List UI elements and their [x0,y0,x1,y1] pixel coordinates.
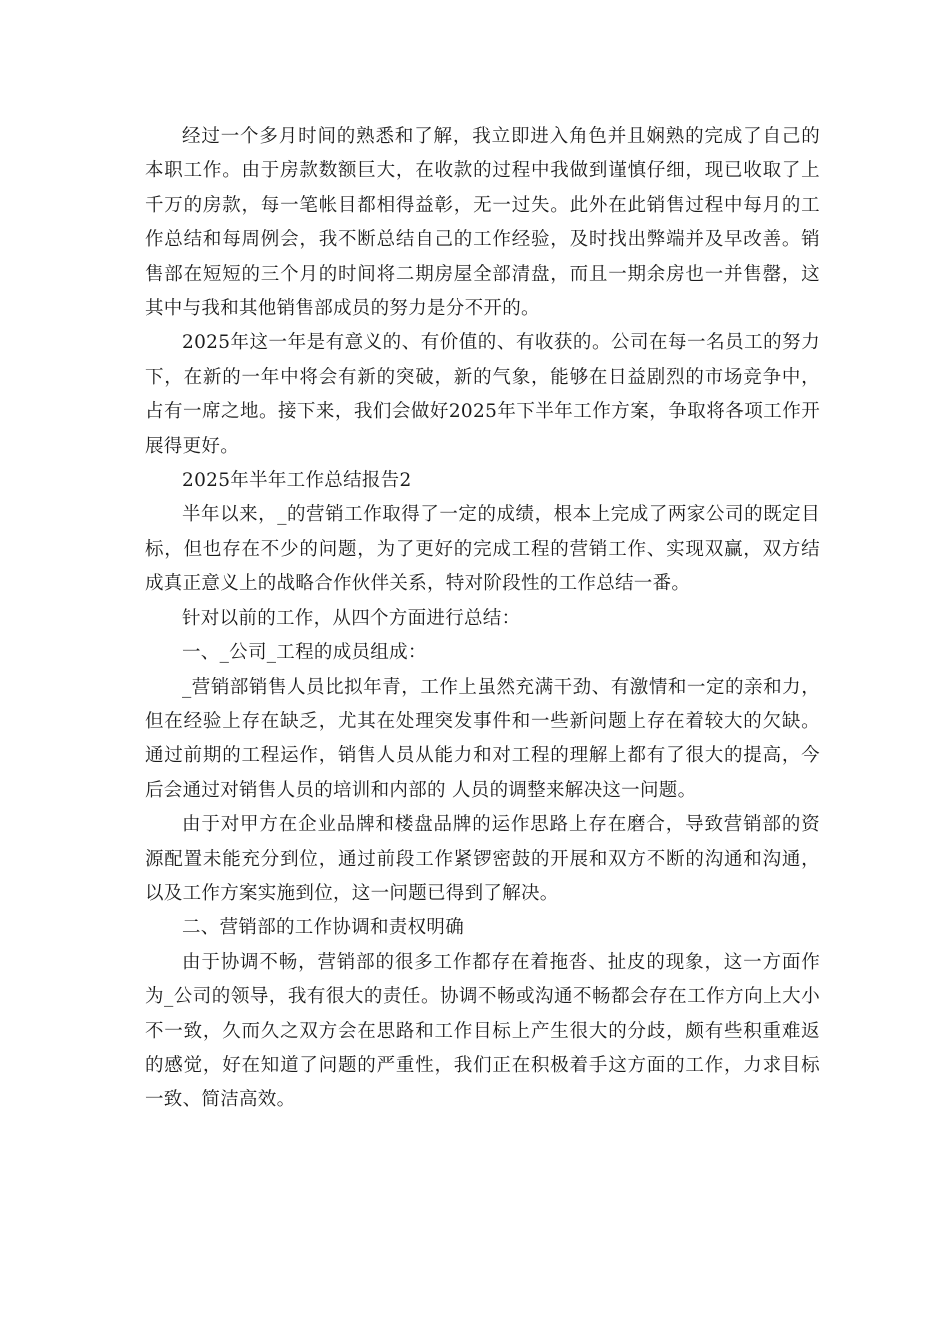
paragraph-half-year-intro: 半年以来，_的营销工作取得了一定的成绩，根本上完成了两家公司的既定目标，但也存在不少的问题，为了更好的完成工程的营销工作、实现双赢，双方结成真正意义上的战略合作伙伴关系，特对阶段性的工作总结一番。 [145,504,820,595]
report-title: 2025年半年工作总结报告2 [182,470,412,492]
document-body [145,120,820,1118]
paragraph-sales-staff: _营销部销售人员比拟年青，工作上虽然充满干劲、有激情和一定的亲和力，但在经验上存在缺乏，尤其在处理突发事件和一些新问题上存在着较大的欠缺。通过前期的工程运作，销售人员从能力和对工程的理解上都有了很大的提高，今后会通过对销售人员的培训和内部的 人员的调整来解决这一问题。 [145,676,820,801]
section-heading-members: 一、_公司_工程的成员组成： [182,642,427,664]
paragraph-year-summary: 2025年这一年是有意义的、有价值的、有收获的。公司在每一名员工的努力下，在新的一年中将会有新的突破，新的气象，能够在日益剧烈的市场竞争中，占有一席之地。接下来，我们会做好2025年下半年工作方案，争取将各项工作开展得更好。 [145,332,820,457]
section-heading-coordination: 二、营销部的工作协调和责权明确 [182,917,465,939]
paragraph-brand-operation: 由于对甲方在企业品牌和楼盘品牌的运作思路上存在磨合，导致营销部的资源配置未能充分到位，通过前段工作紧锣密鼓的开展和双方不断的沟通和沟通，以及工作方案实施到位，这一问题已得到了解决。 [145,814,820,904]
paragraph-four-aspects: 针对以前的工作，从四个方面进行总结： [182,607,521,629]
paragraph-coordination: 由于协调不畅，营销部的很多工作都存在着拖沓、扯皮的现象，这一方面作为_公司的领导，我有很大的责任。协调不畅或沟通不畅都会存在工作方向上大小不一致，久而久之双方会在思路和工作目标上产生很大的分歧，颇有些积重难返的感觉，好在知道了问题的严重性，我们正在积极着手这方面的工作，力求目标一致、简洁高效。 [145,951,820,1111]
paragraph-sales-work: 经过一个多月时间的熟悉和了解，我立即进入角色并且娴熟的完成了自己的本职工作。由于房款数额巨大，在收款的过程中我做到谨慎仔细，现已收取了上千万的房款，每一笔帐目都相得益彰，无一过失。此外在此销售过程中每月的工作总结和每周例会，我不断总结自己的工作经验，及时找出弊端并及早改善。销售部在短短的三个月的时间将二期房屋全部清盘，而且一期余房也一并售罄，这其中与我和其他销售部成员的努力是分不开的。 [145,126,820,320]
